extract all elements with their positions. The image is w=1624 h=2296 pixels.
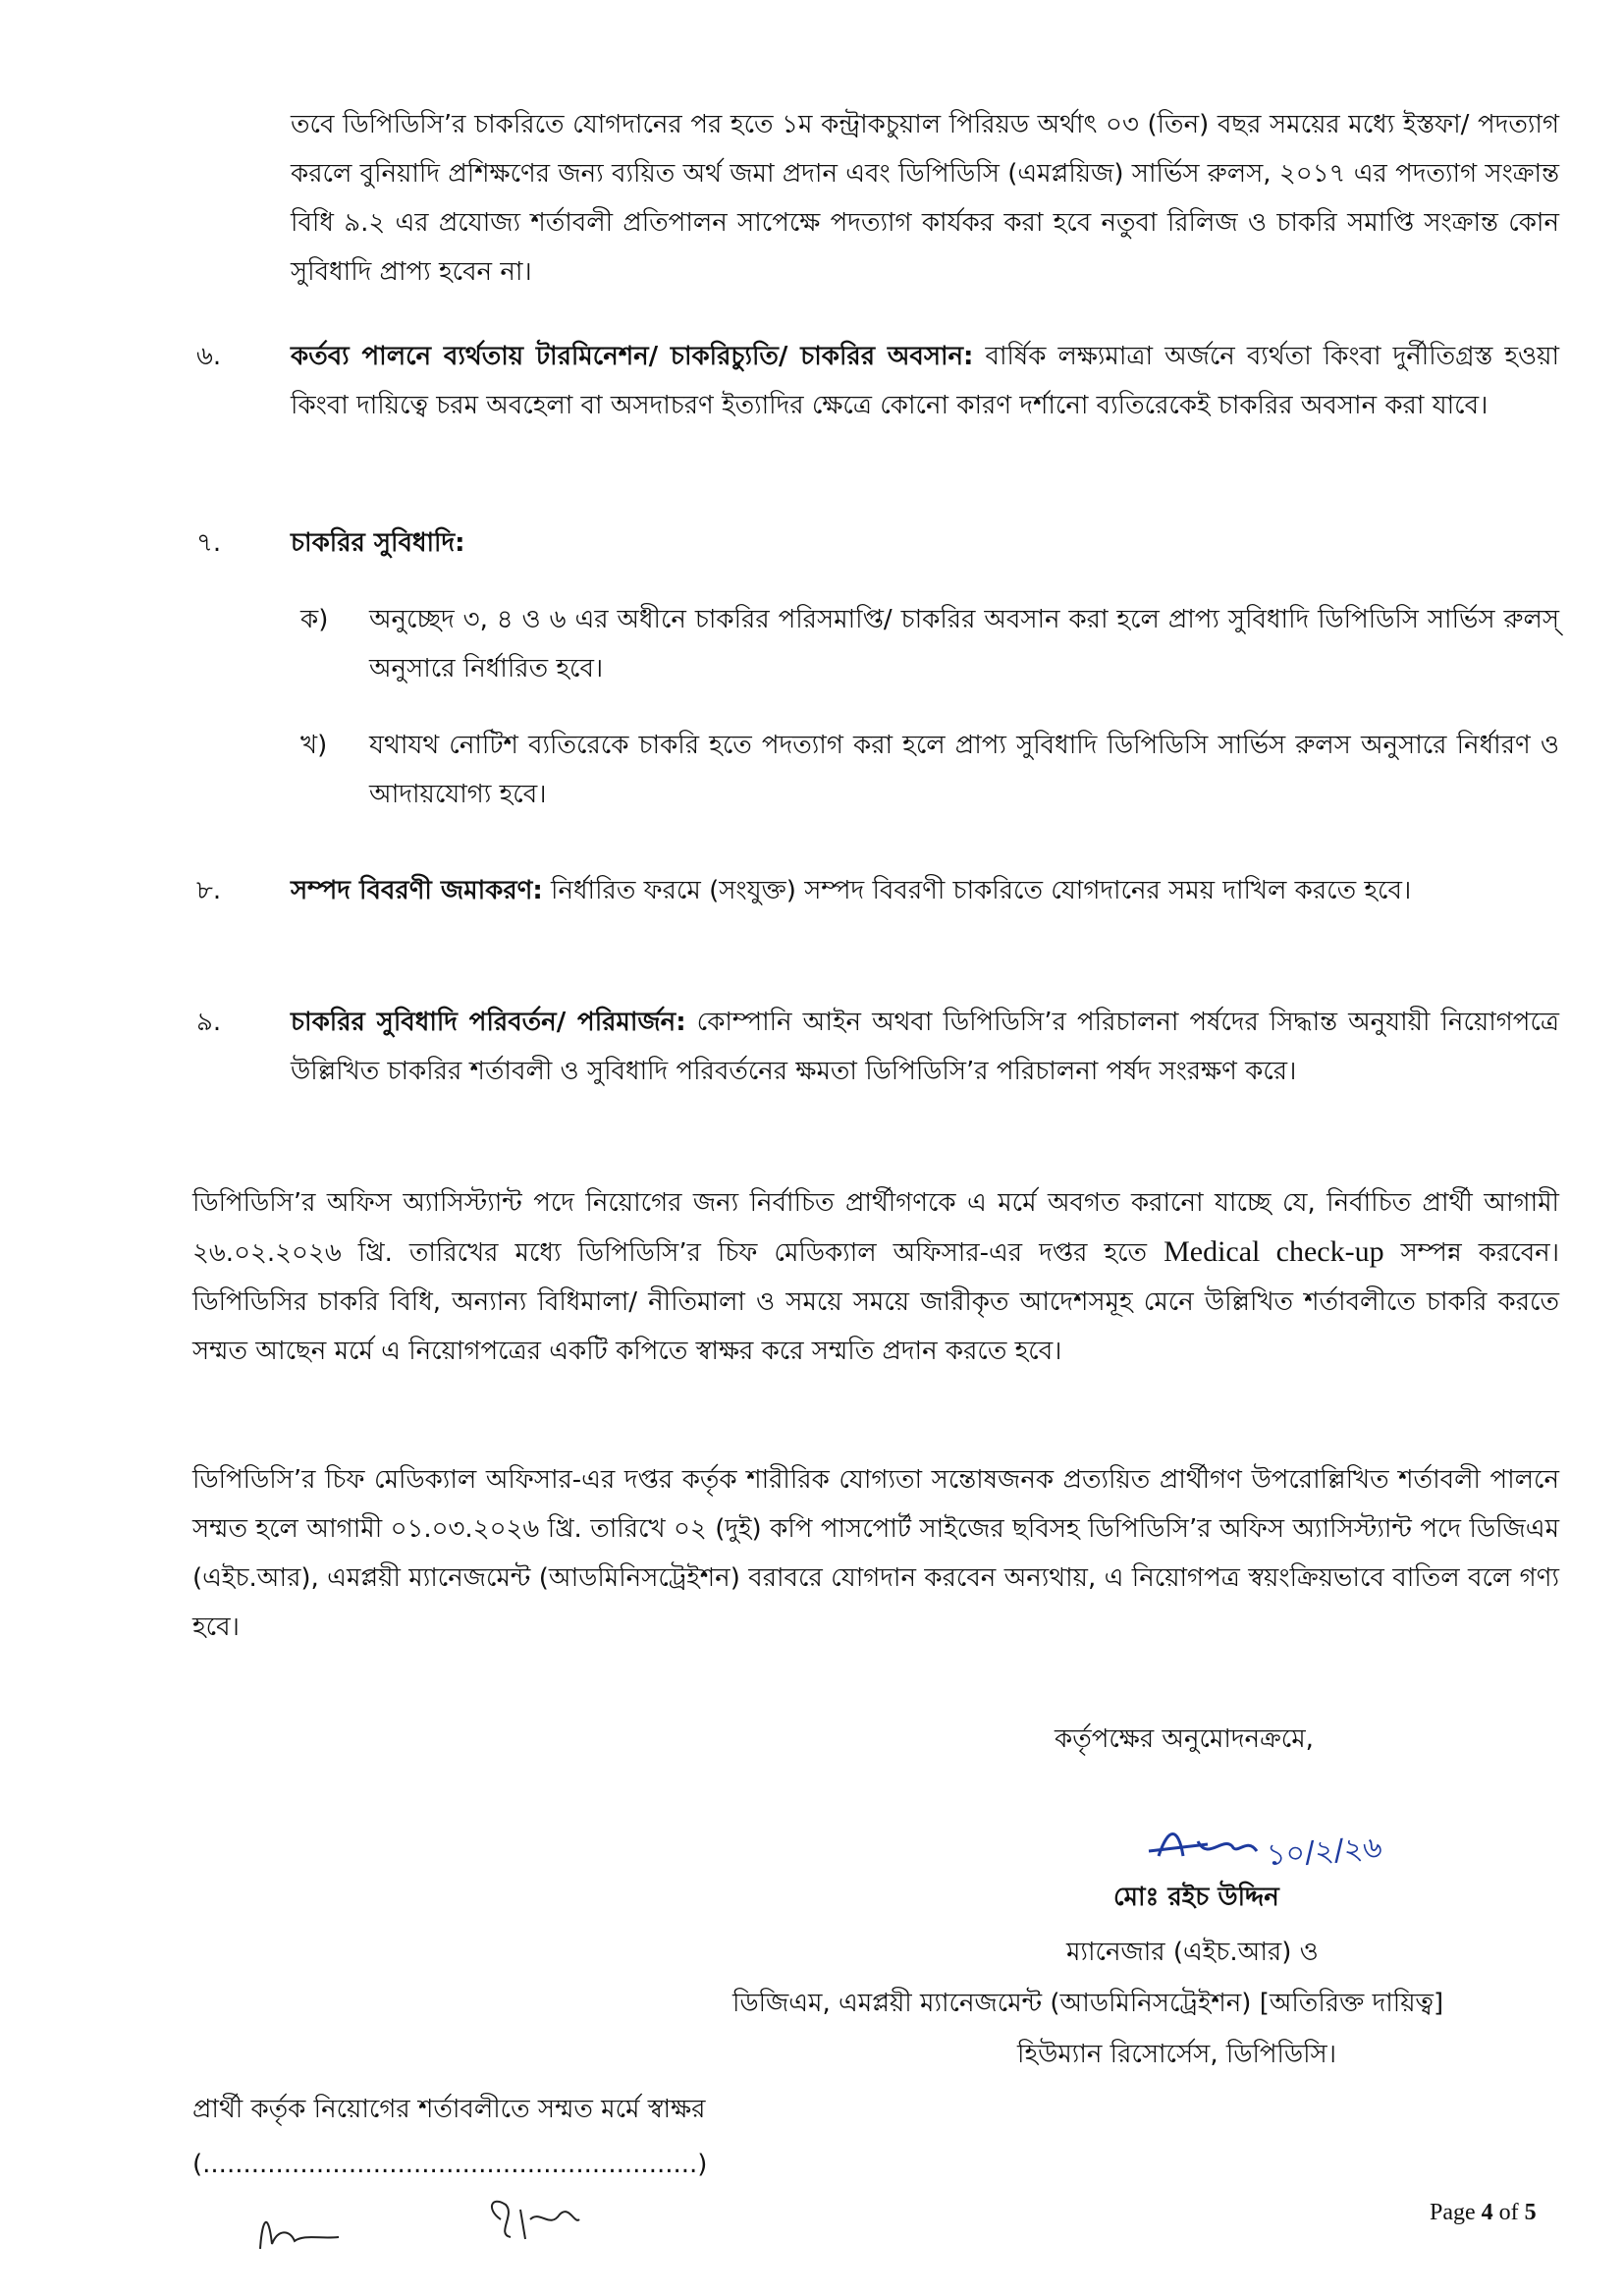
item-9-text: কোম্পানি আইন অথবা ডিপিডিসি’র পরিচালনা পর্ষদের সিদ্ধান্ত অনুযায়ী নিয়োগপত্রে উল্লিখিত চাকরির শর্তাবলী ও সুবিধাদি পরিবর্তনের ক্ষমতা ডিপিডিসি’র পরিচালনা পর্ষদ সংরক্ষণ করে। [291,1008,1559,1086]
item-9-number: ৯. [196,1008,222,1037]
page-number [1430,2200,1537,2226]
initials-signature-2 [481,2190,589,2249]
medical-checkup-paragraph [192,1178,1559,1376]
signatory-name: মোঃ রইচ উদ্দিন [1113,1883,1279,1912]
item-6-heading: কর্তব্য পালনে ব্যর্থতায় টারমিনেশন/ চাকরিচ্যুতি/ চাকরির অবসান: [291,342,974,371]
item-6-number: ৬. [196,342,222,371]
signatory-designation-2: ডিজিএম, এমপ্লয়ী ম্যানেজমেন্ট (আডমিনিসট্রেইশন) [অতিরিক্ত দায়িত্ব] [732,1989,1444,2018]
initials-signature-1 [250,2200,349,2259]
approval-line: কর্তৃপক্ষের অনুমোদনক্রমে, [1055,1724,1314,1754]
item-6-body [291,332,1559,430]
page-total: 5 [1524,2200,1537,2225]
item-7-sub-a-label: ক) [300,605,329,634]
page-current: 4 [1481,2200,1493,2225]
paragraph-1-part-a: ডিপিডিসি’র অফিস অ্যাসিস্ট্যান্ট পদে নিয়োগের জন্য নির্বাচিত প্রার্থীগণকে এ মর্মে অবগত করানো যাচ্ছে যে, নির্বাচিত প্রার্থী আগামী ২৬.০২.২০২৬ খ্রি. তারিখের মধ্যে ডিপিডিসি’র চিফ মেডিক্যাল অফিসার-এর দপ্তর হতে [192,1188,1559,1268]
item-7-body [291,519,1559,568]
item-6-text: বার্ষিক লক্ষ্যমাত্রা অর্জনে ব্যর্থতা কিংবা দুর্নীতিগ্রস্ত হওয়া কিংবা দায়িত্বে চরম অবহেলা বা অসদাচরণ ইত্যাদির ক্ষেত্রে কোনো কারণ দর্শানো ব্যতিরেকেই চাকরির অবসান করা যাবে। [291,342,1559,420]
item-7-sub-b-text: যথাযথ নোটিশ ব্যতিরেকে চাকরি হতে পদত্যাগ করা হলে প্রাপ্য সুবিধাদি ডিপিডিসি সার্ভিস রুলস অনুসারে নির্ধারণ ও আদায়যোগ্য হবে। [369,731,1559,809]
item-8-number: ৮. [196,876,222,905]
item-7-heading: চাকরির সুবিধাদি: [291,528,465,558]
signatory-organization: হিউম্যান রিসোর্সেস, ডিপিডিসি। [1017,2040,1337,2069]
item-7-sub-b-label: খ) [300,731,328,760]
item-7-sub-a-text: অনুচ্ছেদ ৩, ৪ ও ৬ এর অধীনে চাকরির পরিসমাপ্তি/ চাকরির অবসান করা হলে প্রাপ্য সুবিধাদি ডিপিডিসি সার্ভিস রুলস্ অনুসারে নির্ধারিত হবে। [369,605,1559,683]
item-9-heading: চাকরির সুবিধাদি পরিবর্তন/ পরিমার্জন: [291,1008,686,1037]
item-9-body [291,998,1559,1096]
item-8-body [291,866,1559,915]
candidate-signature-label: প্রার্থী কর্তৃক নিয়োগের শর্তাবলীতে সম্মত মর্মে স্বাক্ষর [192,2095,706,2124]
paragraph-1-part-b: সম্পন্ন করবেন। ডিপিডিসির চাকরি বিধি, অন্যান্য বিধিমালা/ নীতিমালা ও সময়ে সময়ে জারীকৃত আদেশসমূহ মেনে উল্লিখিত শর্তাবলীতে চাকরি করতে সম্মত আছেন মর্মে এ নিয়োগপত্রের একটি কপিতে স্বাক্ষর করে সম্মতি প্রদান করতে হবে। [192,1238,1559,1366]
joining-paragraph: ডিপিডিসি’র চিফ মেডিক্যাল অফিসার-এর দপ্তর কর্তৃক শারীরিক যোগ্যতা সন্তোষজনক প্রত্যয়িত প্রার্থীগণ উপরোল্লিখিত শর্তাবলী পালনে সম্মত হলে আগামী ০১.০৩.২০২৬ খ্রি. তারিখে ০২ (দুই) কপি পাসপোর্ট সাইজের ছবিসহ ডিপিডিসি’র অফিস অ্যাসিস্ট্যান্ট পদে ডিজিএম (এইচ.আর), এমপ্লয়ী ম্যানেজমেন্ট (আডমিনিসট্রেইশন) বরাবরে যোগদান করবেন অন্যথায়, এ নিয়োগপত্র স্বয়ংক্রিয়ভাবে বাতিল বলে গণ্য হবে। [192,1465,1559,1642]
candidate-signature-line: (.............................................................) [192,2150,708,2179]
intro-continuation: তবে ডিপিডিসি’র চাকরিতে যোগদানের পর হতে ১ম কন্ট্রাকচুয়াল পিরিয়ড অর্থাৎ ০৩ (তিন) বছর সময়ের মধ্যে ইস্তফা/ পদত্যাগ করলে বুনিয়াদি প্রশিক্ষণের জন্য ব্যয়িত অর্থ জমা প্রদান এবং ডিপিডিসি (এমপ্লয়িজ) সার্ভিস রুলস, ২০১৭ এর পদত্যাগ সংক্রান্ত বিধি ৯.২ এর প্রযোজ্য শর্তাবলী প্রতিপালন সাপেক্ষে পদত্যাগ কার্যকর করা হবে নতুবা রিলিজ ও চাকরি সমাপ্তি সংক্রান্ত কোন সুবিধাদি প্রাপ্য হবেন না। [291,110,1559,287]
page-label-mid: of [1492,2200,1525,2225]
page-label-prefix: Page [1430,2200,1482,2225]
item-8-heading: সম্পদ বিবরণী জমাকরণ: [291,876,543,905]
signatory-designation-1: ম্যানেজার (এইচ.আর) ও [1066,1938,1319,1967]
item-8-text: নির্ধারিত ফরমে (সংযুক্ত) সম্পদ বিবরণী চাকরিতে যোগদানের সময় দাখিল করতে হবে। [542,876,1412,905]
item-7-number: ৭. [196,528,222,558]
paragraph-1-medical-checkup: Medical check-up [1164,1235,1384,1268]
handwritten-date: ১০/২/২৬ [1265,1830,1383,1874]
